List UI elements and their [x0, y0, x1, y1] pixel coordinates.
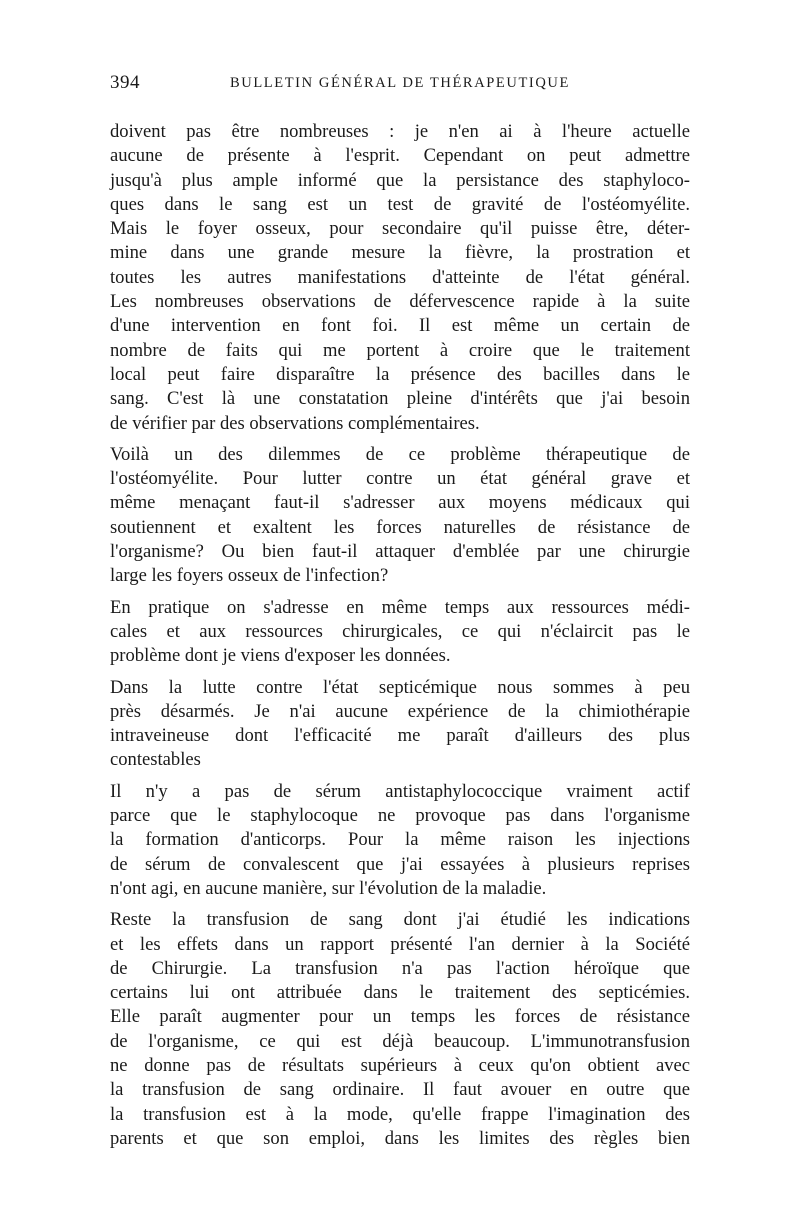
text-line: la transfusion de sang ordinaire. Il faut avouer en outre que [110, 1079, 690, 1101]
text-line: la transfusion est à la mode, qu'elle frappe l'imagination des [110, 1103, 690, 1125]
text-line: soutiennent et exaltent les forces naturelles de résistance de [110, 516, 690, 538]
text-line: de vérifier par des observations complémentaires. [110, 412, 480, 434]
text-line: et les effets dans un rapport présenté l'an dernier à la Société [110, 933, 690, 955]
text-line: de Chirurgie. La transfusion n'a pas l'action héroïque que [110, 957, 690, 979]
text-line: d'une intervention en font foi. Il est même un certain de [110, 315, 690, 337]
text-line: Voilà un des dilemmes de ce problème thérapeutique de [110, 443, 690, 465]
paragraph [110, 596, 690, 669]
text-line: même menaçant faut-il s'adresser aux moyens médicaux qui [110, 492, 690, 514]
text-line: Reste la transfusion de sang dont j'ai étudié les indications [110, 909, 690, 931]
text-line: ques dans le sang est un test de gravité de l'ostéomyélite. [110, 193, 690, 215]
text-line: jusqu'à plus ample informé que la persistance des staphyloco- [110, 169, 690, 191]
paragraph [110, 676, 690, 773]
text-line: parents et que son emploi, dans les limites des règles bien [110, 1127, 690, 1149]
text-line: doivent pas être nombreuses : je n'en ai à l'heure actuelle [110, 121, 690, 142]
text-line: ne donne pas de résultats supérieurs à ceux qu'on obtient avec [110, 1054, 690, 1076]
text-line: sang. C'est là une constatation pleine d'intérêts que j'ai besoin [110, 388, 690, 410]
text-line: de sérum de convalescent que j'ai essayées à plusieurs reprises [110, 853, 690, 875]
journal-title: BULLETIN GÉNÉRAL DE THÉRAPEUTIQUE [230, 75, 570, 91]
text-line: local peut faire disparaître la présence des bacilles dans le [110, 363, 690, 385]
text-line: Il n'y a pas de sérum antistaphylococcique vraiment actif [110, 780, 690, 802]
text-line: nombre de faits qui me portent à croire que le traitement [110, 339, 690, 361]
paragraph [110, 780, 690, 901]
text-line: contestables [110, 749, 201, 771]
text-line: mine dans une grande mesure la fièvre, la prostration et [110, 242, 690, 264]
text-line: cales et aux ressources chirurgicales, ce qui n'éclaircit pas le [110, 620, 690, 642]
text-line: problème dont je viens d'exposer les données. [110, 645, 451, 667]
body-text [110, 120, 690, 1151]
text-line: toutes les autres manifestations d'atteinte de l'état général. [110, 266, 690, 288]
text-line: certains lui ont attribuée dans le traitement des septicémies. [110, 982, 690, 1004]
paragraph [110, 120, 690, 436]
text-line: En pratique on s'adresse en même temps aux ressources médi- [110, 596, 690, 618]
text-line: Elle paraît augmenter pour un temps les forces de résistance [110, 1006, 690, 1028]
text-line: l'organisme? Ou bien faut-il attaquer d'emblée par une chirurgie [110, 541, 690, 563]
text-line: large les foyers osseux de l'infection? [110, 565, 389, 587]
paragraph [110, 908, 690, 1151]
paragraph [110, 443, 690, 589]
text-line: Mais le foyer osseux, pour secondaire qu'il puisse être, déter- [110, 218, 690, 240]
book-page [110, 72, 690, 1151]
text-line: de l'organisme, ce qui est déjà beaucoup. L'immunotransfusion [110, 1030, 690, 1052]
text-line: parce que le staphylocoque ne provoque pas dans l'organisme [110, 805, 690, 827]
page-number: 394 [110, 72, 140, 93]
running-header [110, 72, 690, 100]
text-line: la formation d'anticorps. Pour la même raison les injections [110, 829, 690, 851]
text-line: intraveineuse dont l'efficacité me paraît d'ailleurs des plus [110, 725, 690, 747]
text-line: Les nombreuses observations de défervescence rapide à la suite [110, 291, 690, 313]
text-line: l'ostéomyélite. Pour lutter contre un état général grave et [110, 468, 690, 490]
text-line: Dans la lutte contre l'état septicémique nous sommes à peu [110, 676, 690, 698]
text-line: n'ont agi, en aucune manière, sur l'évolution de la maladie. [110, 877, 547, 899]
text-line: aucune de présente à l'esprit. Cependant on peut admettre [110, 145, 690, 167]
text-line: près désarmés. Je n'ai aucune expérience de la chimiothérapie [110, 700, 690, 722]
